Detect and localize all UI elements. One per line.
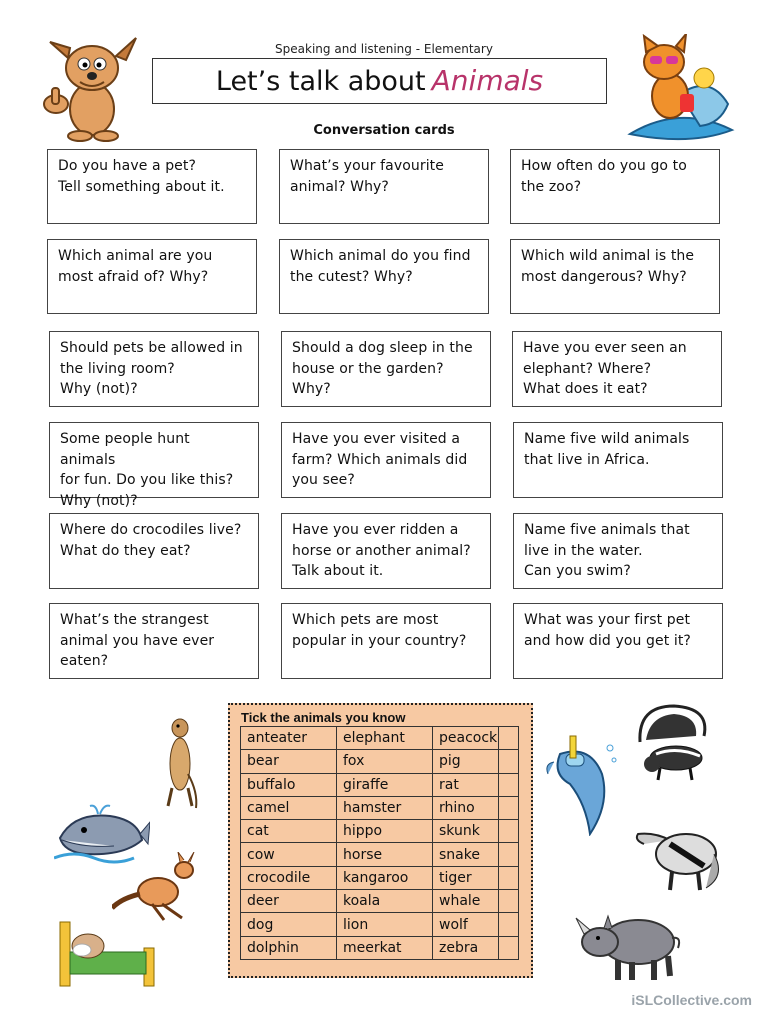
card-line: the zoo? (521, 178, 582, 195)
dog-in-bed-icon (56, 912, 160, 990)
tick-box[interactable] (499, 843, 519, 866)
conversation-card (513, 422, 723, 498)
animal-word: tiger (433, 866, 499, 889)
word-table (240, 726, 519, 960)
cards-heading: Conversation cards (313, 123, 455, 138)
card-line: animal? Why? (290, 178, 389, 195)
card-line: that live in Africa. (524, 451, 650, 468)
page-title: Let’s talk about (215, 66, 426, 97)
rhino-icon (574, 904, 684, 984)
table-row (241, 750, 519, 773)
card-line: house or the garden? (292, 360, 444, 377)
animal-word: cow (241, 843, 337, 866)
card-line: Which animal are you (58, 248, 213, 264)
tick-box[interactable] (499, 913, 519, 936)
animal-word: meerkat (337, 936, 433, 959)
card-line: Why (not)? (60, 492, 138, 509)
card-line: most dangerous? Why? (521, 268, 687, 285)
card-line: popular in your country? (292, 632, 467, 649)
card-line: Talk about it. (292, 563, 384, 579)
card-line: Why (not)? (60, 381, 138, 397)
tick-box[interactable] (499, 820, 519, 843)
anteater-icon (634, 814, 722, 896)
card-line: What’s the strangest (60, 612, 209, 628)
animal-word: giraffe (337, 773, 433, 796)
tick-box[interactable] (499, 796, 519, 819)
animal-word: bear (241, 750, 337, 773)
animal-word: zebra (433, 936, 499, 959)
conversation-card (49, 603, 259, 679)
animal-word: peacock (433, 727, 499, 750)
skunk-icon (630, 702, 722, 782)
card-line: Can you swim? (524, 563, 631, 579)
conversation-card (281, 603, 491, 679)
conversation-card (279, 239, 489, 314)
card-line: the living room? (60, 360, 175, 377)
card-line: Which pets are most (292, 612, 439, 628)
conversation-card (281, 331, 491, 407)
tick-box[interactable] (499, 936, 519, 959)
conversation-card (279, 149, 489, 224)
animal-word: rhino (433, 796, 499, 819)
card-line: for fun. Do you like this? (60, 472, 234, 488)
footer-brand: iSLCollective.com (631, 992, 752, 1008)
animal-word: deer (241, 890, 337, 913)
tick-box[interactable] (499, 750, 519, 773)
card-line: farm? Which animals did (292, 451, 468, 468)
conversation-card (47, 239, 257, 314)
word-table-box (228, 703, 533, 978)
card-line: Why? (292, 381, 331, 397)
conversation-card (281, 422, 491, 498)
conversation-card (510, 149, 720, 224)
card-line: you see? (292, 472, 355, 488)
card-line: and how did you get it? (524, 632, 691, 649)
animal-word: anteater (241, 727, 337, 750)
card-line: most afraid of? Why? (58, 268, 209, 285)
conversation-card (49, 331, 259, 407)
word-table-title: Tick the animals you know (241, 710, 406, 725)
table-row (241, 890, 519, 913)
card-line: What do they eat? (60, 542, 191, 559)
conversation-card (281, 513, 491, 589)
animal-word: cat (241, 820, 337, 843)
animal-word: hamster (337, 796, 433, 819)
table-row (241, 796, 519, 819)
animal-word: whale (433, 890, 499, 913)
card-line: Have you ever visited a (292, 431, 461, 447)
card-line: Have you ever ridden a (292, 522, 459, 538)
card-line: eaten? (60, 653, 109, 669)
tick-box[interactable] (499, 866, 519, 889)
animal-word: elephant (337, 727, 433, 750)
animal-word: crocodile (241, 866, 337, 889)
conversation-card (510, 239, 720, 314)
card-line: live in the water. (524, 542, 643, 559)
animal-word: camel (241, 796, 337, 819)
animal-word: fox (337, 750, 433, 773)
card-line: Do you have a pet? (58, 158, 197, 174)
animal-word: buffalo (241, 773, 337, 796)
card-line: Where do crocodiles live? (60, 522, 242, 538)
animal-word: hippo (337, 820, 433, 843)
card-line: animal you have ever (60, 632, 215, 649)
animal-word: rat (433, 773, 499, 796)
dolphin-diver-icon (540, 734, 620, 836)
card-line: What’s your favourite (290, 158, 444, 174)
card-line: Have you ever seen an (523, 340, 687, 356)
table-row (241, 936, 519, 959)
page-title-accent: Animals (431, 64, 544, 97)
card-line: Tell something about it. (58, 178, 225, 195)
conversation-card (49, 422, 259, 509)
conversation-card (513, 603, 723, 679)
tick-box[interactable] (499, 727, 519, 750)
animal-word: horse (337, 843, 433, 866)
dog-thumbs-up-icon (40, 34, 140, 142)
conversation-card (49, 513, 259, 589)
animal-word: wolf (433, 913, 499, 936)
animal-word: dog (241, 913, 337, 936)
conversation-card (513, 513, 723, 589)
card-line: Name five animals that (524, 522, 690, 538)
tick-box[interactable] (499, 890, 519, 913)
card-line: the cutest? Why? (290, 268, 413, 285)
card-line: What was your first pet (524, 612, 691, 628)
subtitle: Speaking and listening - Elementary (275, 42, 493, 56)
animal-word: snake (433, 843, 499, 866)
card-line: Name five wild animals (524, 431, 690, 447)
animal-word: dolphin (241, 936, 337, 959)
card-line: Should pets be allowed in (60, 340, 243, 356)
cat-surfing-icon (620, 34, 736, 146)
table-row (241, 843, 519, 866)
card-line: What does it eat? (523, 381, 648, 397)
card-line: Some people hunt animals (60, 431, 190, 468)
table-row (241, 773, 519, 796)
animal-word: koala (337, 890, 433, 913)
card-line: Should a dog sleep in the (292, 340, 473, 356)
title-box (152, 58, 607, 104)
table-row (241, 820, 519, 843)
table-row (241, 866, 519, 889)
card-line: Which wild animal is the (521, 248, 695, 264)
tick-box[interactable] (499, 773, 519, 796)
card-line: elephant? Where? (523, 360, 652, 377)
card-line: Which animal do you find (290, 248, 471, 264)
table-row (241, 727, 519, 750)
animal-word: lion (337, 913, 433, 936)
conversation-card (47, 149, 257, 224)
meerkat-icon (160, 714, 200, 810)
animal-word: skunk (433, 820, 499, 843)
table-row (241, 913, 519, 936)
card-line: horse or another animal? (292, 542, 471, 559)
animal-word: kangaroo (337, 866, 433, 889)
animal-word: pig (433, 750, 499, 773)
conversation-card (512, 331, 722, 407)
card-line: How often do you go to (521, 158, 687, 174)
